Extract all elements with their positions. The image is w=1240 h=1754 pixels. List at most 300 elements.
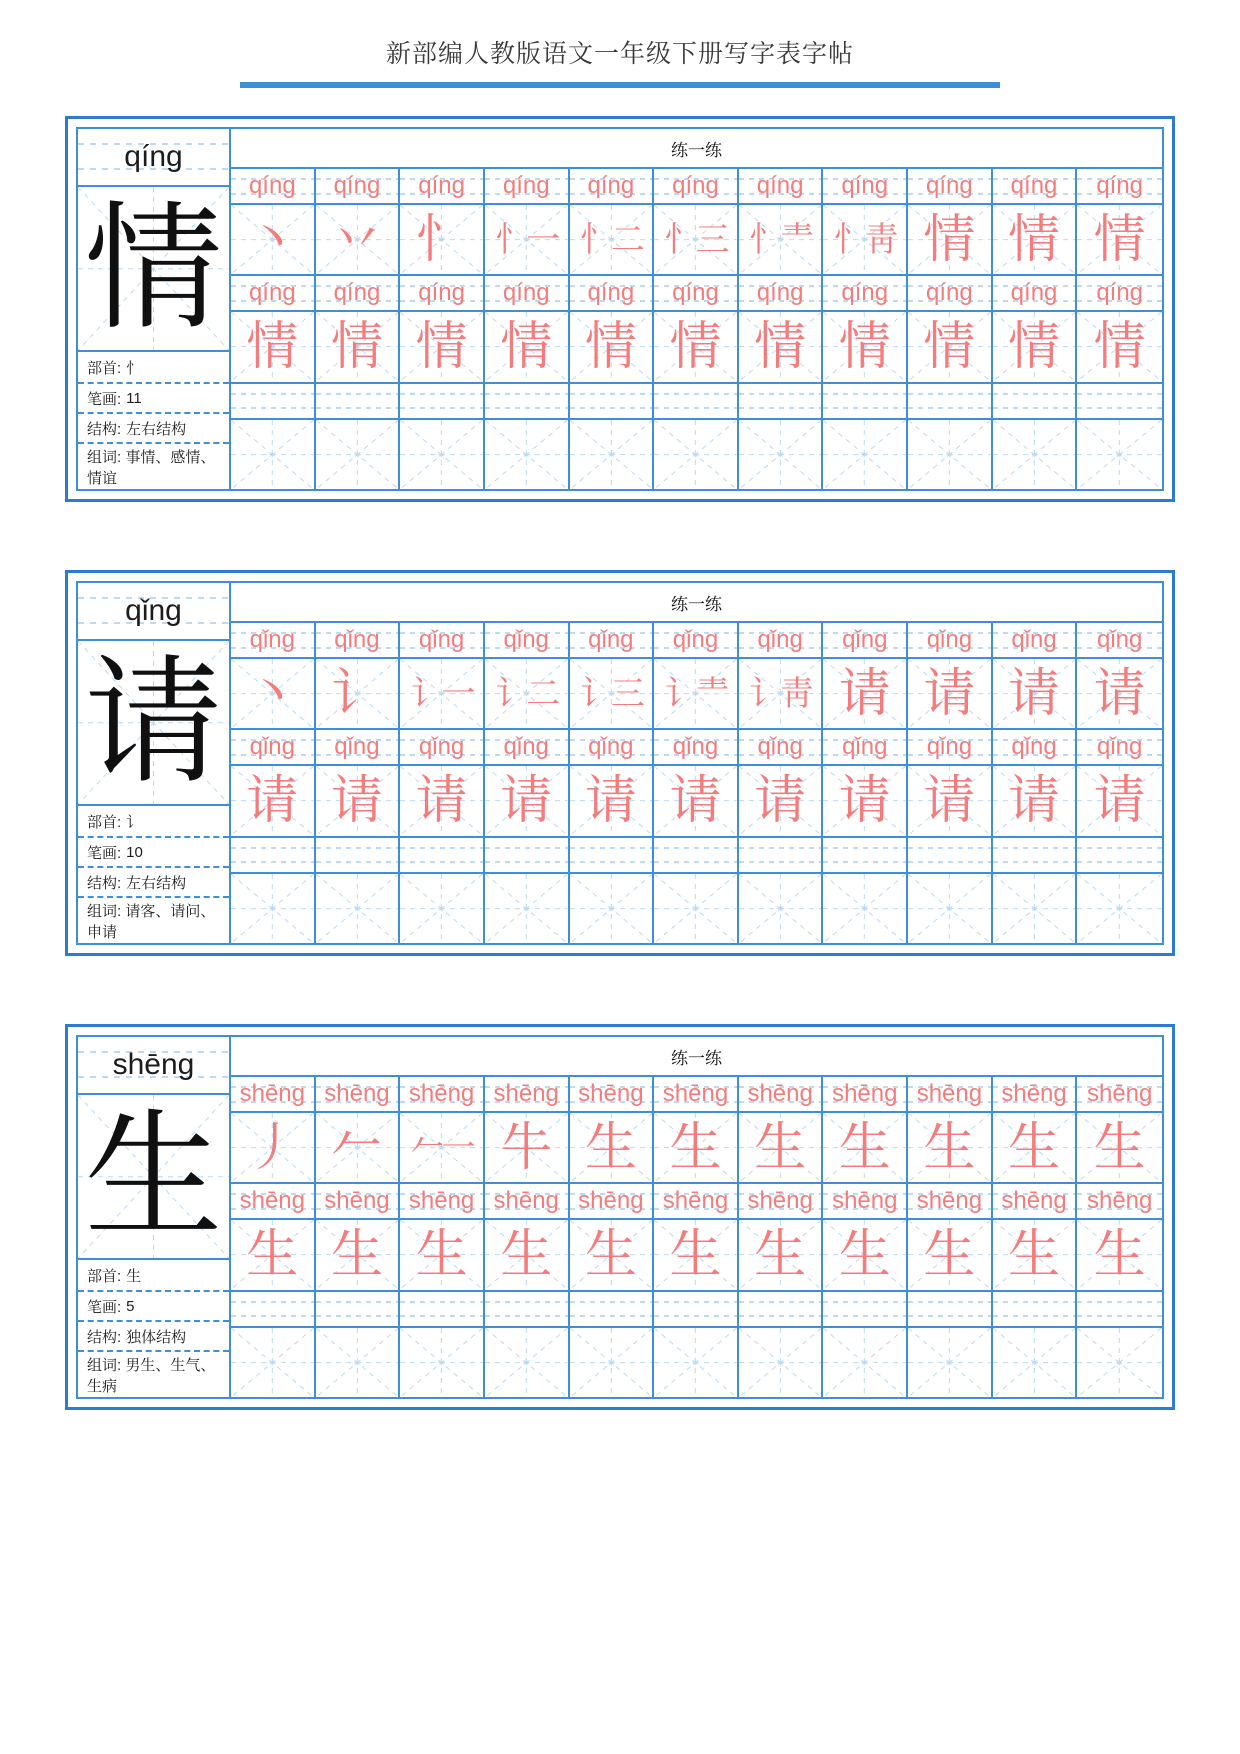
mi-grid-guides [316, 420, 399, 489]
practice-pinyin: shēng [1001, 1187, 1067, 1215]
char-cell [1077, 1328, 1162, 1397]
char-cell [570, 205, 655, 274]
pinyin-cell [993, 1184, 1078, 1218]
practice-pinyin: shēng [916, 1187, 983, 1215]
char-cell [654, 1220, 739, 1289]
char-cell [570, 312, 655, 381]
pinyin-row [231, 838, 1162, 874]
practice-character: 生 [754, 1117, 807, 1178]
char-cell [316, 205, 401, 274]
char-cell [316, 420, 401, 489]
pinyin-box [78, 129, 229, 187]
char-cell [654, 659, 739, 728]
char-row [231, 1113, 1162, 1184]
pinyin-cell [908, 276, 993, 310]
char-cell [739, 766, 824, 835]
char-cell [485, 766, 570, 835]
pinyin-box [78, 1037, 229, 1095]
char-cell [1077, 205, 1162, 274]
character-block-qing2 [65, 116, 1175, 502]
strokes-row [78, 382, 229, 412]
char-cell [231, 312, 316, 381]
char-cell [823, 874, 908, 943]
practice-character: 情 [1008, 316, 1061, 377]
practice-character: 生 [923, 1117, 976, 1178]
strokes-value: 10 [126, 843, 143, 861]
words-value: 事情、感情、情谊 [87, 449, 216, 487]
pinyin-cell [993, 384, 1078, 418]
main-character-box [78, 1095, 229, 1260]
practice-pinyin: qíng [248, 172, 296, 199]
char-cell [993, 874, 1078, 943]
char-cell [400, 312, 485, 381]
char-cell [570, 420, 655, 489]
pinyin-cell [400, 276, 485, 310]
character-info-panel [78, 1037, 231, 1397]
practice-header: 练一练 [231, 583, 1162, 623]
pinyin-cell [908, 838, 993, 872]
pinyin-row [231, 730, 1162, 766]
char-row [231, 766, 1162, 837]
radical-label: 部首: [87, 359, 122, 377]
practice-character: 请 [1008, 770, 1061, 831]
char-cell [823, 205, 908, 274]
practice-character: 请 [923, 770, 976, 831]
practice-character: 生 [330, 1224, 383, 1285]
practice-pinyin: qíng [756, 172, 804, 199]
practice-pinyin: qǐng [588, 626, 634, 653]
pinyin-cell [1077, 276, 1162, 310]
practice-pinyin: qíng [502, 279, 550, 307]
pinyin-cell [485, 1184, 570, 1218]
practice-pinyin: shēng [493, 1187, 559, 1215]
char-cell [823, 1220, 908, 1289]
practice-character: 情 [1093, 316, 1146, 377]
pinyin-cell [400, 1077, 485, 1111]
pinyin-cell [823, 169, 908, 203]
char-cell [400, 1220, 485, 1289]
char-cell [231, 659, 316, 728]
char-cell [400, 874, 485, 943]
pinyin-cell [739, 730, 824, 764]
pinyin-cell [570, 1184, 655, 1218]
pinyin-cell [570, 1077, 655, 1111]
main-character-box [78, 187, 229, 352]
practice-character: 生 [754, 1224, 807, 1285]
char-cell [654, 766, 739, 835]
practice-character: 生 [1008, 1224, 1061, 1285]
practice-pinyin: qíng [418, 172, 465, 199]
pinyin-cell [1077, 1292, 1162, 1326]
practice-character: 请 [330, 770, 383, 831]
mi-grid-guides [485, 1328, 568, 1397]
pinyin-cell [231, 1077, 316, 1111]
words-row [78, 1350, 229, 1397]
practice-pinyin: qǐng [334, 733, 380, 761]
pinyin-cell [908, 1077, 993, 1111]
char-cell [1077, 1113, 1162, 1182]
char-cell [400, 205, 485, 274]
pinyin-cell [1077, 169, 1162, 203]
char-cell [908, 1328, 993, 1397]
practice-character: 请 [1093, 770, 1146, 831]
mi-grid-guides [485, 420, 568, 489]
practice-pinyin: qǐng [926, 626, 973, 653]
char-cell [993, 1220, 1078, 1289]
practice-character: 请 [584, 770, 637, 831]
structure-row [78, 866, 229, 896]
practice-pinyin: qíng [418, 279, 465, 307]
mi-grid-guides [485, 874, 568, 943]
structure-label: 结构: [87, 1328, 122, 1346]
pinyin-cell [908, 1292, 993, 1326]
practice-grid [231, 583, 1162, 943]
pinyin-cell [231, 623, 316, 657]
pinyin-row [231, 276, 1162, 312]
pinyin-cell [316, 1077, 401, 1111]
practice-pinyin: qǐng [757, 733, 803, 761]
block-frame [76, 1035, 1164, 1399]
practice-pinyin: qǐng [503, 626, 549, 653]
pinyin-cell [1077, 838, 1162, 872]
char-cell [570, 874, 655, 943]
structure-label: 结构: [87, 420, 122, 438]
practice-grid [231, 129, 1162, 489]
char-cell [485, 420, 570, 489]
char-cell [823, 312, 908, 381]
practice-pinyin: qǐng [334, 626, 380, 653]
pinyin-cell [1077, 1184, 1162, 1218]
practice-pinyin: shēng [408, 1080, 475, 1107]
pinyin-cell [908, 730, 993, 764]
pinyin-cell [654, 838, 739, 872]
main-character: 请 [84, 641, 223, 803]
strokes-row [78, 836, 229, 866]
practice-pinyin: shēng [662, 1080, 729, 1107]
practice-pinyin: qíng [1010, 172, 1058, 199]
practice-character: 丷 [330, 209, 383, 270]
pinyin-cell [231, 1184, 316, 1218]
char-cell [739, 659, 824, 728]
pinyin-cell [316, 1292, 401, 1326]
pinyin-cell [823, 384, 908, 418]
radical-label: 部首: [87, 1267, 122, 1285]
char-cell [739, 1113, 824, 1182]
pinyin-row [231, 169, 1162, 205]
practice-header: 练一练 [231, 1037, 1162, 1077]
pinyin-cell [316, 623, 401, 657]
practice-pinyin: shēng [578, 1187, 644, 1215]
pinyin-row [231, 1184, 1162, 1220]
practice-character: 讠龶 [664, 673, 727, 714]
char-cell [485, 874, 570, 943]
mi-grid-guides [316, 874, 399, 943]
practice-pinyin: shēng [1086, 1080, 1153, 1107]
practice-pinyin: shēng [1086, 1187, 1153, 1215]
char-cell [570, 1328, 655, 1397]
mi-grid-guides [908, 420, 991, 489]
char-cell [1077, 766, 1162, 835]
pinyin-cell [739, 1077, 824, 1111]
pinyin-cell [739, 1292, 824, 1326]
mi-grid-guides [823, 420, 906, 489]
pinyin-cell [823, 276, 908, 310]
mi-grid-guides [231, 1328, 314, 1397]
pinyin-cell [993, 1292, 1078, 1326]
char-cell [570, 766, 655, 835]
char-row [231, 659, 1162, 730]
char-cell [231, 420, 316, 489]
pinyin-cell [400, 169, 485, 203]
pinyin-cell [570, 169, 655, 203]
practice-pinyin: qǐng [757, 626, 803, 653]
char-cell [485, 312, 570, 381]
char-cell [739, 205, 824, 274]
char-cell [908, 874, 993, 943]
practice-pinyin: shēng [916, 1080, 983, 1107]
practice-character: 情 [754, 316, 807, 377]
practice-character: 生 [246, 1224, 299, 1285]
practice-character: 请 [838, 770, 891, 831]
practice-pinyin: qǐng [1011, 733, 1057, 761]
pinyin-cell [400, 1184, 485, 1218]
strokes-label: 笔画: [87, 1298, 122, 1316]
char-cell [654, 205, 739, 274]
words-label: 组词: [87, 1357, 122, 1374]
pinyin-cell [739, 623, 824, 657]
words-row [78, 896, 229, 943]
pinyin-cell [400, 1292, 485, 1326]
practice-pinyin: qíng [841, 279, 889, 307]
radical-label: 部首: [87, 813, 122, 831]
pinyin-cell [316, 384, 401, 418]
mi-grid-guides [654, 1328, 737, 1397]
practice-pinyin: qǐng [842, 626, 888, 653]
pinyin-cell [654, 384, 739, 418]
block-frame [76, 127, 1164, 491]
pinyin-row [231, 1292, 1162, 1328]
pinyin-cell [993, 276, 1078, 310]
char-cell [739, 420, 824, 489]
char-cell [908, 659, 993, 728]
char-cell [908, 312, 993, 381]
mi-grid-guides [908, 874, 991, 943]
practice-character: 生 [1008, 1117, 1061, 1178]
structure-row [78, 1320, 229, 1350]
char-cell [654, 312, 739, 381]
pinyin-cell [654, 730, 739, 764]
pinyin-cell [739, 838, 824, 872]
practice-pinyin: shēng [1001, 1080, 1067, 1107]
char-cell [654, 420, 739, 489]
pinyin-cell [485, 1292, 570, 1326]
mi-grid-guides [993, 874, 1076, 943]
char-cell [570, 1220, 655, 1289]
practice-character: 𠂉 [330, 1117, 383, 1178]
char-cell [485, 1328, 570, 1397]
char-cell [400, 420, 485, 489]
char-cell [485, 659, 570, 728]
pinyin-cell [485, 1077, 570, 1111]
char-cell [993, 1113, 1078, 1182]
practice-pinyin: shēng [324, 1187, 390, 1215]
mi-grid-guides [400, 874, 483, 943]
practice-character: 忄一 [495, 219, 558, 260]
practice-character: 情 [669, 316, 722, 377]
practice-character: 讠二 [495, 673, 558, 714]
character-info-panel [78, 583, 231, 943]
pinyin-cell [231, 384, 316, 418]
pinyin-cell [485, 169, 570, 203]
practice-character: 忄龶 [749, 219, 812, 260]
main-character: 生 [84, 1095, 223, 1257]
char-cell [823, 420, 908, 489]
char-cell [993, 1328, 1078, 1397]
practice-pinyin: qǐng [1011, 626, 1057, 653]
practice-pinyin: shēng [832, 1187, 898, 1215]
practice-character: 情 [500, 316, 553, 377]
pinyin-cell [993, 623, 1078, 657]
practice-pinyin: qíng [672, 172, 719, 199]
practice-pinyin: shēng [832, 1080, 898, 1107]
mi-grid-guides [739, 420, 822, 489]
practice-character: 丶 [246, 209, 299, 270]
char-cell [1077, 1220, 1162, 1289]
practice-character: 牛 [500, 1117, 553, 1178]
char-cell [908, 1113, 993, 1182]
pinyin-cell [908, 1184, 993, 1218]
char-cell [654, 1113, 739, 1182]
structure-value: 独体结构 [126, 1328, 187, 1346]
mi-grid-guides [739, 1328, 822, 1397]
practice-character: 丶 [246, 663, 299, 724]
practice-pinyin: shēng [324, 1080, 390, 1107]
char-cell [739, 312, 824, 381]
practice-header: 练一练 [231, 129, 1162, 169]
practice-character: 请 [669, 770, 722, 831]
words-value: 男生、生气、生病 [87, 1357, 216, 1395]
char-cell [654, 1328, 739, 1397]
pinyin-cell [231, 169, 316, 203]
radical-value: 讠 [126, 813, 142, 831]
pinyin-cell [993, 730, 1078, 764]
practice-character: 情 [246, 316, 299, 377]
practice-character: 讠一 [410, 673, 473, 714]
char-cell [316, 1113, 401, 1182]
pinyin-text: qíng [124, 139, 183, 173]
char-cell [1077, 312, 1162, 381]
char-cell [231, 1220, 316, 1289]
radical-row [78, 352, 229, 382]
pinyin-cell [570, 276, 655, 310]
char-cell [231, 1328, 316, 1397]
practice-pinyin: qíng [926, 279, 973, 307]
pinyin-cell [316, 276, 401, 310]
pinyin-cell [823, 1077, 908, 1111]
char-row [231, 1220, 1162, 1291]
mi-grid-guides [654, 420, 737, 489]
practice-character: 请 [838, 663, 891, 724]
pinyin-cell [316, 169, 401, 203]
practice-character: 生 [923, 1224, 976, 1285]
char-cell [908, 205, 993, 274]
practice-pinyin: shēng [662, 1187, 729, 1215]
char-cell [316, 766, 401, 835]
practice-character: 请 [246, 770, 299, 831]
char-cell [570, 659, 655, 728]
practice-pinyin: qíng [926, 172, 973, 199]
pinyin-cell [654, 169, 739, 203]
pinyin-cell [993, 169, 1078, 203]
char-cell [1077, 659, 1162, 728]
char-cell [316, 874, 401, 943]
pinyin-cell [231, 730, 316, 764]
pinyin-cell [739, 1184, 824, 1218]
pinyin-cell [316, 1184, 401, 1218]
practice-character: 情 [1093, 209, 1146, 270]
radical-value: 生 [126, 1267, 142, 1285]
char-cell [739, 874, 824, 943]
practice-character: 请 [923, 663, 976, 724]
pinyin-cell [485, 276, 570, 310]
char-cell [1077, 874, 1162, 943]
practice-pinyin: qíng [756, 279, 804, 307]
practice-pinyin: qǐng [249, 733, 295, 761]
char-cell [993, 205, 1078, 274]
mi-grid-guides [400, 420, 483, 489]
char-row [231, 420, 1162, 489]
practice-character: 忄三 [664, 219, 727, 260]
practice-pinyin: qǐng [418, 733, 465, 761]
char-cell [908, 1220, 993, 1289]
char-cell [739, 1220, 824, 1289]
words-label: 组词: [87, 449, 122, 466]
practice-grid [231, 1037, 1162, 1397]
worksheet-content [0, 116, 1240, 1410]
pinyin-cell [908, 384, 993, 418]
words-row [78, 442, 229, 489]
practice-character: 生 [838, 1224, 891, 1285]
practice-character: 情 [923, 209, 976, 270]
practice-character: 生 [669, 1117, 722, 1178]
practice-pinyin: qǐng [672, 626, 719, 653]
strokes-value: 5 [126, 1297, 135, 1315]
block-frame [76, 581, 1164, 945]
pinyin-cell [231, 838, 316, 872]
pinyin-cell [570, 1292, 655, 1326]
pinyin-cell [485, 384, 570, 418]
pinyin-cell [231, 1292, 316, 1326]
title-underline [240, 82, 1000, 88]
strokes-label: 笔画: [87, 390, 122, 408]
char-row [231, 874, 1162, 943]
practice-pinyin: qíng [333, 172, 381, 199]
char-cell [823, 1328, 908, 1397]
char-cell [570, 1113, 655, 1182]
practice-pinyin: qǐng [249, 626, 295, 653]
practice-pinyin: shēng [408, 1187, 475, 1215]
page-title: 新部编人教版语文一年级下册写字表字帖 [385, 40, 854, 68]
practice-character: 讠三 [579, 673, 642, 714]
char-cell [823, 659, 908, 728]
pinyin-cell [1077, 623, 1162, 657]
pinyin-box [78, 583, 229, 641]
practice-pinyin: qíng [587, 279, 635, 307]
pinyin-cell [316, 838, 401, 872]
pinyin-cell [485, 838, 570, 872]
practice-pinyin: shēng [239, 1080, 305, 1107]
char-cell [993, 766, 1078, 835]
